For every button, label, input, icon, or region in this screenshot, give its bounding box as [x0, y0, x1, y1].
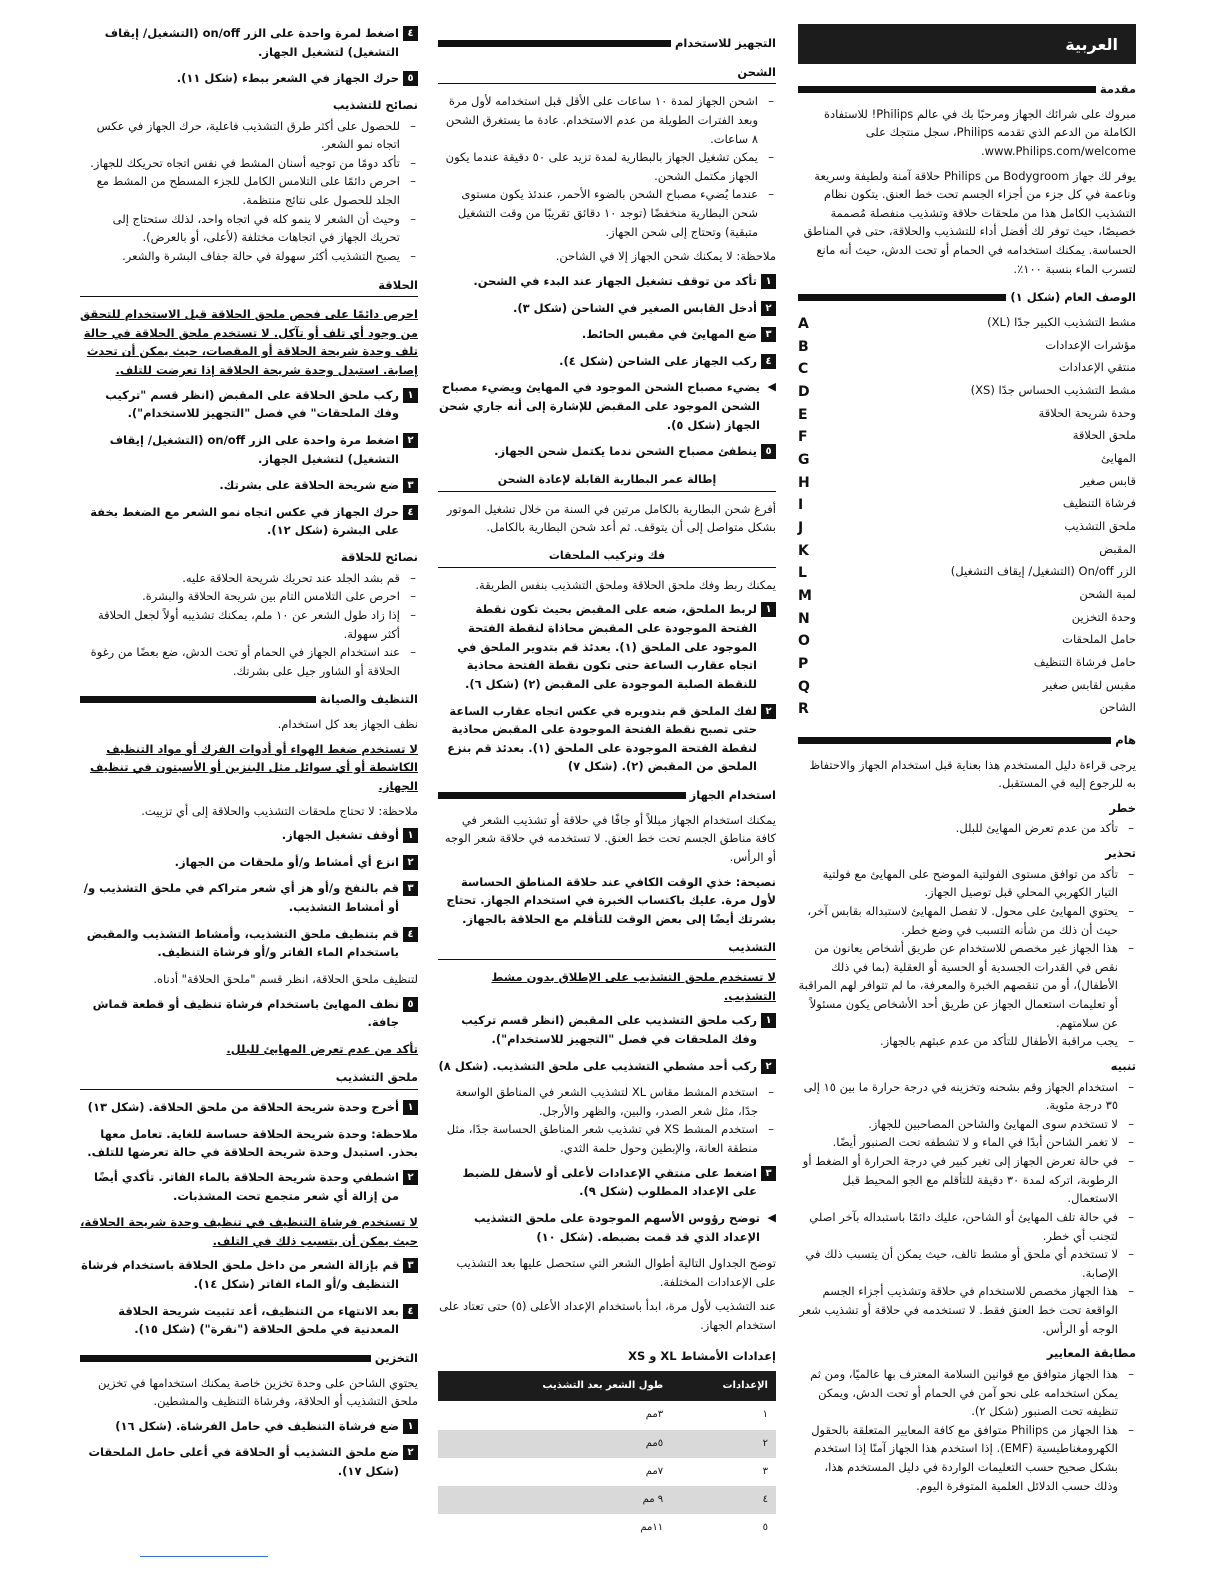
danger-title: خطر [1109, 800, 1136, 815]
trim-attach-warning: لا تستخدم فرشاة التنظيف في تنظيف وحدة شريحة الحلاقة، حيث يمكن أن يتسبب ذلك في التلف. [80, 1215, 418, 1248]
list-item: – لا تستخدم سوى المهايئ والشاحن المصاحبين للجهاز. [798, 1115, 1136, 1134]
part-item: قابس صغير H [798, 473, 1136, 491]
battery-title: إطالة عمر البطارية القابلة لإعادة الشحن [438, 469, 776, 492]
table-header: طول الشعر بعد التشذيب [438, 1371, 671, 1401]
caution-title: تنبيه [1110, 1058, 1136, 1073]
use-heading [438, 786, 776, 805]
table-header: الإعدادات [671, 1371, 776, 1401]
general-heading [798, 288, 1136, 307]
step: ٣ ضع المهايئ في مقبس الحائط. [438, 325, 776, 344]
table-row: ٤ ٩ مم [438, 1486, 776, 1514]
storage-title: التخزين [374, 1350, 418, 1365]
shave-title: الحلاقة [80, 276, 418, 298]
clean-heading [80, 690, 418, 709]
table-title: إعدادات الأمشاط XL و XS [628, 1348, 776, 1363]
attach-paragraph: يمكنك ربط وفك ملحق الحلاقة وملحق التشذيب بنفس الطريقة. [475, 577, 776, 592]
list-item: – لا تستخدم أي ملحق أو مشط تالف، حيث يمكن أن يتسبب ذلك في الإصابة. [798, 1245, 1136, 1282]
step: ٢ اشطفي وحدة شريحة الحلاقة بالماء الفاتر. تأكدي أيضًا من إزالة أي شعر متجمع تحت المشذبات. [80, 1168, 418, 1205]
shave-warning: احرص دائمًا على فحص ملحق الحلاقة قبل الاستخدام للتحقق من وجود أي تلف أو تآكل. لا تستخدم ملحق الحلاقة في حالة تلف وحدة شريحة الحلاقة أو المقصات، حيث يمكن أن تحدث إصابة. استبدل وحدة شريحة الحلاقة إذا تعرضت للتلف. [80, 307, 418, 377]
step: ٥ ينطفئ مصباح الشحن ندما يكتمل شحن الجهاز. [438, 442, 776, 461]
result-note: ◀ يضيء مصباح الشحن الموجود في المهايئ ويضيء مصباح الشحن الموجود على المقبض للإشارة إلى أنه جاري شحن الجهاز (شكل ٥). [439, 380, 776, 432]
list-item: – هذا الجهاز غير مخصص للاستخدام عن طريق أشخاص يعانون من نقص في القدرات الجسدية أو الحسية أو العقلية (بما في ذلك الأطفال)، أو من تنقصهم الخبرة والمعرفة، ما لم تتوافر لهم المراقبة أو تعليمات استعمال الجهاز عن طريق أحد الأشخاص يكون مسئولاً عن سلامتهم. [798, 939, 1136, 1032]
step: ١ ركب ملحق الحلاقة على المقبض (انظر قسم "تركيب وفك الملحقات" في فصل "التجهيز للاستخدام"). [80, 386, 418, 423]
table-header-row [438, 1371, 776, 1401]
use-tip: نصيحة: خذي الوقت الكافي عند حلاقة المناطق الحساسة لأول مرة. عليك باكتساب الخبرة في استخدام الجهاز. تحتاج بشرتك أيضًا إلى بعض الوقت للتأقلم مع الحلاقة بالجهاز. [446, 874, 776, 926]
danger-list [798, 819, 1136, 838]
list-item: – يحتوي المهايئ على محول. لا تفصل المهايئ لاستبداله بقابس آخر، حيث أن ذلك من شأنه التسبب في وضع خطر. [798, 902, 1136, 939]
important-title: هام [1115, 732, 1136, 747]
table-row: ٥ ١١مم [640, 1522, 768, 1534]
step: ٣ قم بإزالة الشعر من داخل ملحق الحلاقة باستخدام فرشاة التنظيف و/أو الماء الفاتر (شكل ١٤). [80, 1256, 418, 1293]
list-item: – في حالة تلف المهايئ أو الشاحن، عليك دائمًا باستبداله بآخر اصلي لتجنب أي خطر. [798, 1208, 1136, 1245]
prep-heading [438, 34, 776, 53]
storage-heading [80, 1349, 418, 1368]
intro-heading [798, 80, 1136, 99]
footer-link-line [140, 1556, 268, 1557]
caution-list [798, 1078, 1136, 1339]
clean-paragraph: نظف الجهاز بعد كل استخدام. [277, 717, 418, 731]
charging-title: الشحن [438, 63, 776, 85]
step: ١ ركب ملحق التشذيب على المقبض (انظر قسم تركيب وفك الملحقات في فصل "التجهيز للاستخدام"). [438, 1011, 776, 1048]
trim-warning: لا تستخدم ملحق التشذيب على الإطلاق بدون مشط التشذيب. [491, 970, 776, 1003]
step: ٢ اضغط مرة واحدة على الزر on/off (التشغيل/ إيقاف التشغيل) لتشغيل الجهاز. [80, 431, 418, 468]
settings-table [438, 1371, 776, 1542]
charging-note: ملاحظة: لا يمكنك شحن الجهاز إلا في الشاحن. [555, 249, 776, 264]
compliance-title: مطابقة المعايير [1046, 1346, 1136, 1361]
general-title: الوصف العام (شكل ١) [1010, 290, 1136, 305]
list-item: – احرص دائمًا على التلامس الكامل للجزء المسطح من المشط مع الجلد للحصول على نتائج منتظمة. [80, 172, 418, 209]
step: ٣ اضغط على منتقي الإعدادات لأعلى أو لأسفل للضبط على الإعداد المطلوب (شكل ٩). [438, 1164, 776, 1201]
result-note: ◀ توضح رؤوس الأسهم الموجودة على ملحق التشذيب الإعداد الذي قد قمت بضبطه. (شكل ١٠) [474, 1210, 776, 1244]
part-item: وحدة التخزين N [798, 609, 1136, 627]
trim-title: التشذيب [438, 938, 776, 960]
list-item: – وحيث أن الشعر لا ينمو كله في اتجاه واحد، لذلك ستحتاج إلى تحريك الجهاز في اتجاهات مختلفة (لأعلى، أو بالعرض). [80, 210, 418, 247]
part-item: مؤشرات الإعدادات B [798, 337, 1136, 355]
part-item: حامل الملحقات O [798, 632, 1136, 650]
list-item: – استخدم المشط XS في تشذيب شعر المناطق الحساسة جدًا، مثل منطقة العانة، والإبطين وحول حلمة الثدي. [438, 1120, 776, 1157]
arrow-icon: ◀ [767, 380, 776, 394]
list-item: – هذا الجهاز متوافق مع قوانين السلامة المعترف بها عالميًا، ومن ثم يمكن استخدامه على نحو آمن في الحمام أو تحت الدش، ويمكن تنظيفه تحت الصنبور (شكل ٢). [798, 1365, 1136, 1421]
list-item: – قم بشد الجلد عند تحريك شريحة الحلاقة عليه. [80, 569, 418, 588]
list-item: – استخدام الجهاز وقم بشحنه وتخزينه في درجة حرارة ما بين ١٥ إلى ٣٥ درجة مئوية. [798, 1078, 1136, 1115]
warning-list [798, 865, 1136, 1051]
step: ٢ انزع أي أمشاط و/أو ملحقات من الجهاز. [80, 853, 418, 872]
step: ٢ لفك الملحق قم بتدويره في عكس اتجاه عقارب الساعة حتى تصبح نقطة الفتحة الموجودة على المقبض محاذية لنقطة الفتحة الموجودة على الملحق (١). بعدئذ قم بنزع الملحق من المقبض (٢). (شكل ٧) [438, 702, 776, 777]
language-banner: العربية [798, 24, 1136, 64]
important-heading [798, 731, 1136, 750]
arrow-icon: ◀ [767, 1210, 776, 1224]
column-middle [438, 24, 776, 1542]
trim-tips-list [80, 117, 418, 266]
storage-paragraph: يحتوي الشاحن على وحدة تخزين خاصة يمكنك استخدامها في تخزين ملحق التشذيب أو الحلاقة، وفرشاة التنظيف والمشطين. [98, 1375, 418, 1409]
list-item: – هذا الجهاز مخصص للاستخدام في حلاقة وتشذيب أجزاء الجسم الواقعة تحت خط العنق فقط. لا تستخدمه في حلاقة أو تشذيب شعر الوجه أو الرأس. [798, 1282, 1136, 1338]
parts-list [798, 313, 1136, 721]
step: ٢ أدخل القابس الصغير في الشاحن (شكل ٣). [438, 299, 776, 318]
part-item: مشط التشذيب الحساس جدًا (XS) D [798, 382, 1136, 400]
compliance-list [798, 1365, 1136, 1495]
intro-title: مقدمة [1099, 82, 1136, 96]
list-item: – هذا الجهاز من Philips متوافق مع كافة المعايير المتعلقة بالحقول الكهرومغناطيسية (EMF). إذا استخدم هذا الجهاز آمنًا إذا استخدم بشكل صحيح حسب التعليمات الواردة في دليل المستخدم هذا، وذلك حسب الدلائل العلمية المتوفرة اليوم. [798, 1421, 1136, 1496]
list-item: – إذا زاد طول الشعر عن ١٠ ملم، يمكنك تشذيبه أولاً لجعل الحلاقة أكثر سهولة. [80, 606, 418, 643]
battery-paragraph: أفرغ شحن البطارية بالكامل مرتين في السنة من خلال تشغيل الموتور بشكل متواصل إلى أن يتوقف. ثم أعد شحن البطارية بالكامل. [446, 501, 776, 535]
trim-first-paragraph: عند التشذيب لأول مرة، ابدأ باستخدام الإعداد الأعلى (٥) حتى تعتاد على استخدام الجهاز. [439, 1299, 776, 1332]
intro-paragraph-1: مبروك على شرائك الجهاز ومرحبًا بك في عالم Philips! للاستفادة الكاملة من الدعم الذي تقدمه Philips، سجل منتجك على www.Philips.com/welcome. [823, 106, 1136, 158]
column-left [80, 24, 418, 1489]
part-item: ملحق الحلاقة F [798, 428, 1136, 446]
list-item: – استخدم المشط مقاس XL لتشذيب الشعر في المناطق الواسعة جدًا، مثل شعر الصدر، والبين، والظهر والأرجل. [438, 1083, 776, 1120]
trim-attach-title: ملحق التشذيب [80, 1068, 418, 1090]
list-item: – في حالة تعرض الجهاز إلى تغير كبير في درجة الحرارة أو الضغط أو الرطوبة، اتركه لمدة ٣٠ دقيقة للتأقلم مع الجو المحيط قبل الاستعمال. [798, 1152, 1136, 1208]
part-item: مشط التشذيب الكبير جدًا (XL) A [798, 314, 1136, 332]
part-item: منتقي الإعدادات C [798, 360, 1136, 378]
trim-comb-list [438, 1083, 776, 1158]
warning-title: تحذير [1105, 846, 1136, 861]
step: ٤ قم بتنظيف ملحق التشذيب، وأمشاط التشذيب والمقبض باستخدام الماء الفاتر و/أو فرشاة التنظيف. [80, 925, 418, 962]
attach-title: فك وتركيب الملحقات [438, 545, 776, 568]
table-row: ٢ ٥مم [438, 1430, 776, 1458]
important-paragraph: يرجى قراءة دليل المستخدم هذا بعناية قبل استخدام الجهاز والاحتفاظ به للرجوع إليه في المستقبل. [809, 757, 1136, 791]
clean-warning-2: تأكد من عدم تعرض المهايئ للبلل. [226, 1041, 418, 1056]
step: ٣ قم بالنفخ و/أو هز أي شعر متراكم في ملحق التشذيب و/أو أمشاط التشذيب. [80, 879, 418, 916]
step: ١ أخرج وحدة شريحة الحلاقة من ملحق الحلاقة. (شكل ١٣) [80, 1098, 418, 1117]
step: ٣ ضع شريحة الحلاقة على بشرتك. [80, 476, 418, 495]
step: ٥ حرك الجهاز في الشعر ببطء (شكل ١١). [80, 69, 418, 88]
step: ٤ حرك الجهاز في عكس اتجاه نمو الشعر مع الضغط بخفة على البشرة (شكل ١٢). [80, 503, 418, 540]
list-item: – يصبح التشذيب أكثر سهولة في حالة جفاف البشرة والشعر. [80, 247, 418, 266]
part-item: حامل فرشاة التنظيف P [798, 654, 1136, 672]
step: ٤ اضغط لمرة واحدة على الزر on/off (التشغيل/ إيقاف التشغيل) لتشغيل الجهاز. [80, 24, 418, 61]
step: ١ تأكد من توقف تشغيل الجهاز عند البدء في الشحن. [438, 272, 776, 291]
shave-tips-title: نصائح للحلاقة [340, 550, 418, 564]
clean-step4-note: لتنظيف ملحق الحلاقة، انظر قسم "ملحق الحلاقة" أدناه. [153, 971, 418, 986]
clean-title: التنظيف والصيانة [319, 692, 418, 707]
list-item: – عندما يُضيء مصباح الشحن بالضوء الأحمر، عندئذ يكون مستوى شحن البطارية منخفضًا (توجد ١٠ دقائق تقريبًا من وقت التشغيل متبقية) وتحتاج إلى شحن الجهاز. [438, 185, 776, 241]
shave-tips-list [80, 569, 418, 681]
intro-paragraph-2: يوفر لك جهاز Bodygroom من Philips حلاقة آمنة ولطيفة وسريعة وناعمة في كل جزء من أجزاء الجسم تحت خط العنق. يتكون نظام التشذيب الكامل هذا من ملحقات حلاقة وتشذيب منفصلة مُصممة خصيصًا، حيث توفر لك أفضل أداء للتشذيب والحلاقة، حتى في المناطق الحساسة. يمكنك استخدامه في الحمام أو تحت الدش، حيث أنه مانع لتسرب الماء بنسبة ١٠٠٪. [803, 168, 1136, 276]
prep-title: التجهيز للاستخدام [674, 36, 776, 50]
list-item: – احرص على التلامس التام بين شريحة الحلاقة والبشرة. [80, 587, 418, 606]
part-item: المهايئ G [798, 450, 1136, 468]
part-item: لمبة الشحن M [798, 586, 1136, 604]
list-item: – تأكد من توافق مستوى الفولتية الموضح على المهايئ مع فولتية التيار الكهربي المحلي قبل توصيل الجهاز. [798, 865, 1136, 902]
step: ١ لربط الملحق، ضعه على المقبض بحيث تكون نقطة الفتحة الموجودة على المقبض محاذاة لنقطة الفتحة الموجود على الملحق (١). بعدئذ قم بتدوير الملحق في اتجاه عقارب الساعة حتى تكون نقطة الفتحة محاذية للنقطة الصلبة الموجودة على المقبض (٢) (شكل ٦). [438, 600, 776, 693]
step: ٢ ركب أحد مشطي التشذيب على ملحق التشذيب. (شكل ٨) [438, 1057, 776, 1076]
part-item: ملحق التشذيب J [798, 518, 1136, 536]
use-title: استخدام الجهاز [689, 788, 776, 802]
list-item: – تأكد دومًا من توجيه أسنان المشط في نفس اتجاه تحريكك للجهاز. [80, 154, 418, 173]
charging-list [438, 92, 776, 241]
list-item: – يمكن تشغيل الجهاز بالبطارية لمدة تزيد على ٥٠ دقيقة عندما يكون الجهاز مكتمل الشحن. [438, 148, 776, 185]
list-item: – يجب مراقبة الأطفال للتأكد من عدم عبثهم بالجهاز. [798, 1032, 1136, 1051]
table-row: ٣ ٧مم [645, 1465, 768, 1477]
step: ١ أوقف تشغيل الجهاز. [80, 826, 418, 845]
part-item: فرشاة التنظيف I [798, 496, 1136, 514]
column-right [798, 24, 1136, 1501]
part-item: المقبض K [798, 541, 1136, 559]
clean-warning: لا تستخدم ضغط الهواء أو أدوات الفرك أو مواد التنظيف الكاشطة أو أي سوائل مثل البنزين أو الأسيتون في تنظيف الجهاز. [89, 741, 418, 793]
trim-attach-note: ملاحظة: وحدة شريحة الحلاقة حساسة للغاية. تعامل معها بحذر. استبدل وحدة شريحة الحلاقة في حالة تعرضها للتلف. [87, 1126, 418, 1160]
part-item: وحدة شريحة الحلاقة E [798, 405, 1136, 423]
step: ٢ ضع ملحق التشذيب أو الحلاقة في أعلى حامل الملحقات (شكل ١٧). [80, 1443, 418, 1480]
list-item: – تأكد من عدم تعرض المهايئ للبلل. [798, 819, 1136, 838]
trim-tips-title: نصائح للتشذيب [332, 97, 418, 112]
list-item: – اشحن الجهاز لمدة ١٠ ساعات على الأقل قبل استخدامه لأول مرة وبعد الفترات الطويلة من عدم الاستخدام. عادة ما يستغرق الشحن ٨ ساعات. [438, 92, 776, 148]
step: ٥ نظف المهايئ باستخدام فرشاة تنظيف أو قطعة قماش جافة. [80, 995, 418, 1032]
step: ٤ بعد الانتهاء من التنظيف، أعد تثبيت شريحة الحلاقة المعدنية في ملحق الحلاقة ("نقرة") (شكل ١٥). [80, 1302, 418, 1339]
use-paragraph: يمكنك استخدام الجهاز مبللاً أو جافًا في حلاقة أو تشذيب الشعر في كافة مناطق الجسم تحت خط العنق. لا تستخدمه في حلاقة شعر الوجه أو الرأس. [444, 812, 776, 864]
part-item: مقبس لقابس صغير Q [798, 677, 1136, 695]
list-item: – للحصول على أكثر طرق التشذيب فاعلية، حرك الجهاز في عكس اتجاه نمو الشعر. [80, 117, 418, 154]
trim-table-paragraph: توضح الجداول التالية أطوال الشعر التي ستحصل عليها بعد التشذيب على الإعدادات المختلفة. [456, 1256, 776, 1289]
clean-note: ملاحظة: لا تحتاج ملحقات التشذيب والحلاقة إلى أي تزييت. [141, 803, 418, 818]
part-item: الزر On/off (التشغيل/ إيقاف التشغيل) L [798, 564, 1136, 582]
list-item: – لا تغمر الشاحن أبدًا في الماء و لا تشطفه تحت الصنبور أيضًا. [798, 1133, 1136, 1152]
part-item: الشاحن R [798, 700, 1136, 718]
step: ١ ضع فرشاة التنظيف في حامل الفرشاة. (شكل ١٦) [80, 1417, 418, 1436]
list-item: – عند استخدام الجهاز في الحمام أو تحت الدش، ضع بعضًا من رغوة الحلاقة أو الشاور جيل على بشرتك. [80, 643, 418, 680]
table-row: ١ ٣مم [645, 1409, 768, 1421]
step: ٤ ركب الجهاز على الشاحن (شكل ٤). [438, 352, 776, 371]
